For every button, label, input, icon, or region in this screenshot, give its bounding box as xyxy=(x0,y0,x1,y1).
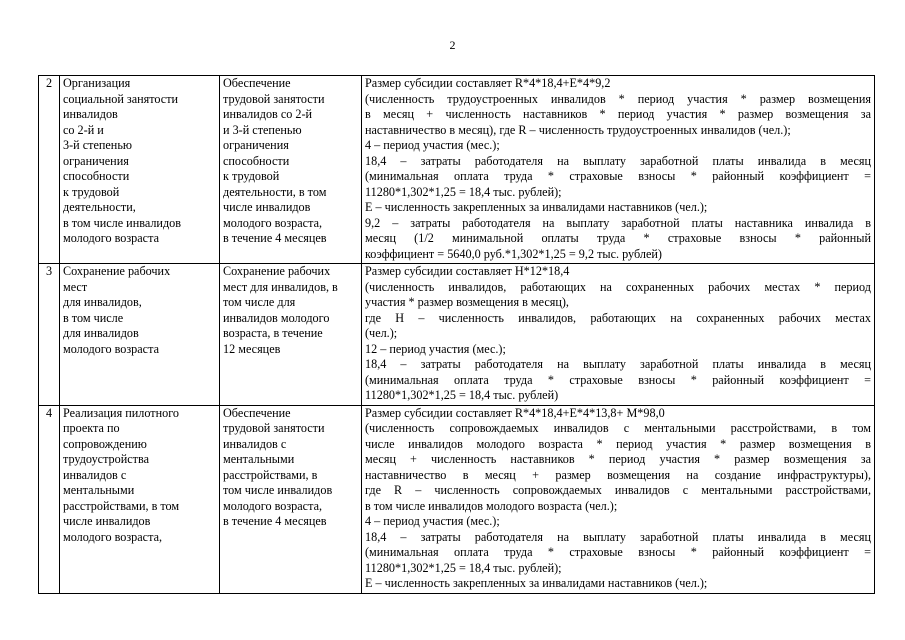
description-cell-line: 12 – период участия (мес.); xyxy=(365,341,506,356)
description-cell-line: (численность инвалидов, работающих на сохраненных рабочих местах * период xyxy=(365,279,871,294)
activity-cell-line: инвалидов xyxy=(63,107,118,121)
goal-cell-line: числе инвалидов xyxy=(223,200,311,214)
description-cell-line: 11280*1,302*1,25 = 18,4 тыс. рублей); xyxy=(365,184,562,199)
description-cell-line: 11280*1,302*1,25 = 18,4 тыс. рублей) xyxy=(365,388,559,402)
description-cell xyxy=(362,76,875,264)
goal-cell-line: молодого возраста, xyxy=(223,498,323,513)
goal-cell xyxy=(220,264,362,406)
table-row xyxy=(39,405,875,593)
goal-cell xyxy=(220,405,362,593)
goal-cell-line: инвалидов с xyxy=(223,436,287,451)
goal-cell-line: инвалидов молодого xyxy=(223,310,330,325)
goal-cell-line: в течение 4 месяцев xyxy=(223,231,327,245)
description-cell-line: (минимальная оплата труда * страховые взносы * районный коэффициент = xyxy=(365,545,871,559)
description-cell-line: (численность сопровождаемых инвалидов с ментальными расстройствами, в том xyxy=(365,421,871,435)
row-number-cell: 4 xyxy=(39,405,60,593)
goal-cell-line: том числе инвалидов xyxy=(223,483,333,497)
goal-cell-line: деятельности, в том xyxy=(223,184,327,199)
row-number-cell: 2 xyxy=(39,76,60,264)
activity-cell-line: деятельности, xyxy=(63,200,136,214)
activity-cell-line: Сохранение рабочих xyxy=(63,264,171,278)
table-body xyxy=(39,76,875,594)
description-cell-line: E – численность закрепленных за инвалидами наставников (чел.); xyxy=(365,576,708,590)
goal-cell-line: том числе для xyxy=(223,295,296,309)
activity-cell-line: инвалидов с xyxy=(63,467,127,482)
activity-cell-line: Реализация пилотного xyxy=(63,405,180,420)
description-cell-line: E – численность закрепленных за инвалидами наставников (чел.); xyxy=(365,200,708,214)
description-cell-line: (чел.); xyxy=(365,326,398,340)
table-row xyxy=(39,76,875,264)
goal-cell-line: в течение 4 месяцев xyxy=(223,514,327,528)
activity-cell-line: расстройствами, в том xyxy=(63,498,180,513)
description-cell xyxy=(362,264,875,406)
description-cell xyxy=(362,405,875,593)
goal-cell-line: способности xyxy=(223,153,290,168)
table-row xyxy=(39,264,875,406)
goal-cell-line: ограничения xyxy=(223,138,289,152)
activity-cell-line: мест xyxy=(63,279,88,294)
row-number-cell: 3 xyxy=(39,264,60,406)
activity-cell-line: трудоустройства xyxy=(63,452,149,466)
activity-cell-line: способности xyxy=(63,169,130,183)
description-cell-line: наставничество в месяц), где R – численность трудоустроенных инвалидов (чел.); xyxy=(365,122,791,137)
activity-cell xyxy=(60,76,220,264)
page-number: 2 xyxy=(449,38,456,52)
activity-cell-line: молодого возраста, xyxy=(63,529,163,544)
description-cell-line: месяц + численность наставников * период участия * размер возмещения за xyxy=(365,452,871,466)
activity-cell-line: Организация xyxy=(63,76,131,90)
goal-cell-line: трудовой занятости xyxy=(223,91,325,106)
activity-cell-line: со 2-й и xyxy=(63,122,104,137)
activity-cell-line: ментальными xyxy=(63,483,135,497)
description-cell-line: (минимальная оплата труда * страховые взносы * районный коэффициент = xyxy=(365,372,871,387)
description-cell-line: Размер субсидии составляет R*4*18,4+E*4*13,8+ M*98,0 xyxy=(365,405,665,420)
activity-cell-line: для инвалидов, xyxy=(63,295,142,309)
goal-cell-line: инвалидов со 2-й xyxy=(223,107,313,121)
goal-cell xyxy=(220,76,362,264)
goal-cell-line: и 3-й степенью xyxy=(223,122,302,137)
description-cell-line: месяц (1/2 минимальной оплаты труда * страховые взносы * районный xyxy=(365,231,871,245)
description-cell-line: где H – численность инвалидов, работающих на сохраненных рабочих местах xyxy=(365,310,871,325)
activity-cell-line: для инвалидов xyxy=(63,326,139,340)
description-cell-line: 18,4 – затраты работодателя на выплату заработной платы инвалида в месяц xyxy=(365,529,871,544)
description-cell-line: где R – численность сопровождаемых инвалидов с ментальными расстройствами, xyxy=(365,483,871,497)
description-cell-line: в месяц + численность наставников * период участия * размер возмещения за xyxy=(365,107,871,121)
goal-cell-line: трудовой занятости xyxy=(223,421,325,435)
activity-cell-line: сопровождению xyxy=(63,436,147,451)
goal-cell-line: к трудовой xyxy=(223,169,280,183)
activity-cell-line: молодого возраста xyxy=(63,231,159,245)
goal-cell-line: 12 месяцев xyxy=(223,341,281,356)
activity-cell-line: в том числе инвалидов xyxy=(63,215,181,230)
activity-cell-line: социальной занятости xyxy=(63,91,179,106)
subsidy-table xyxy=(38,75,875,594)
activity-cell xyxy=(60,405,220,593)
description-cell-line: в том числе инвалидов молодого возраста (чел.); xyxy=(365,498,618,513)
goal-cell-line: Сохранение рабочих xyxy=(223,264,331,278)
description-cell-line: Размер субсидии составляет H*12*18,4 xyxy=(365,264,570,278)
goal-cell-line: Обеспечение xyxy=(223,76,291,90)
activity-cell-line: в том числе xyxy=(63,310,124,325)
activity-cell-line: ограничения xyxy=(63,153,129,168)
description-cell-line: (численность трудоустроенных инвалидов * период участия * размер возмещения xyxy=(365,91,871,106)
description-cell-line: (минимальная оплата труда * страховые взносы * районный коэффициент = xyxy=(365,169,871,183)
description-cell-line: 11280*1,302*1,25 = 18,4 тыс. рублей); xyxy=(365,560,562,575)
goal-cell-line: Обеспечение xyxy=(223,405,291,420)
goal-cell-line: возраста, в течение xyxy=(223,326,323,340)
goal-cell-line: ментальными xyxy=(223,452,295,466)
activity-cell-line: 3-й степенью xyxy=(63,138,132,152)
description-cell-line: участия * размер возмещения в месяц), xyxy=(365,295,569,309)
description-cell-line: наставничество в месяц + размер возмещения на создание инфраструктуры), xyxy=(365,467,871,482)
activity-cell xyxy=(60,264,220,406)
goal-cell-line: мест для инвалидов, в xyxy=(223,279,338,294)
goal-cell-line: расстройствами, в xyxy=(223,467,318,482)
description-cell-line: 4 – период участия (мес.); xyxy=(365,514,500,528)
description-cell-line: числе инвалидов молодого возраста * период участия * размер возмещения в xyxy=(365,436,871,451)
activity-cell-line: проекта по xyxy=(63,421,120,435)
activity-cell-line: числе инвалидов xyxy=(63,514,151,528)
description-cell-line: Размер субсидии составляет R*4*18,4+E*4*9,2 xyxy=(365,76,611,90)
goal-cell-line: молодого возраста, xyxy=(223,215,323,230)
description-cell-line: 9,2 – затраты работодателя на выплату заработной платы наставника инвалида в xyxy=(365,215,871,230)
description-cell-line: коэффициент = 5640,0 руб.*1,302*1,25 = 9,2 тыс. рублей) xyxy=(365,246,662,261)
description-cell-line: 4 – период участия (мес.); xyxy=(365,138,500,152)
description-cell-line: 18,4 – затраты работодателя на выплату заработной платы инвалида в месяц xyxy=(365,357,871,371)
activity-cell-line: молодого возраста xyxy=(63,341,159,356)
description-cell-line: 18,4 – затраты работодателя на выплату заработной платы инвалида в месяц xyxy=(365,153,871,168)
activity-cell-line: к трудовой xyxy=(63,184,120,199)
